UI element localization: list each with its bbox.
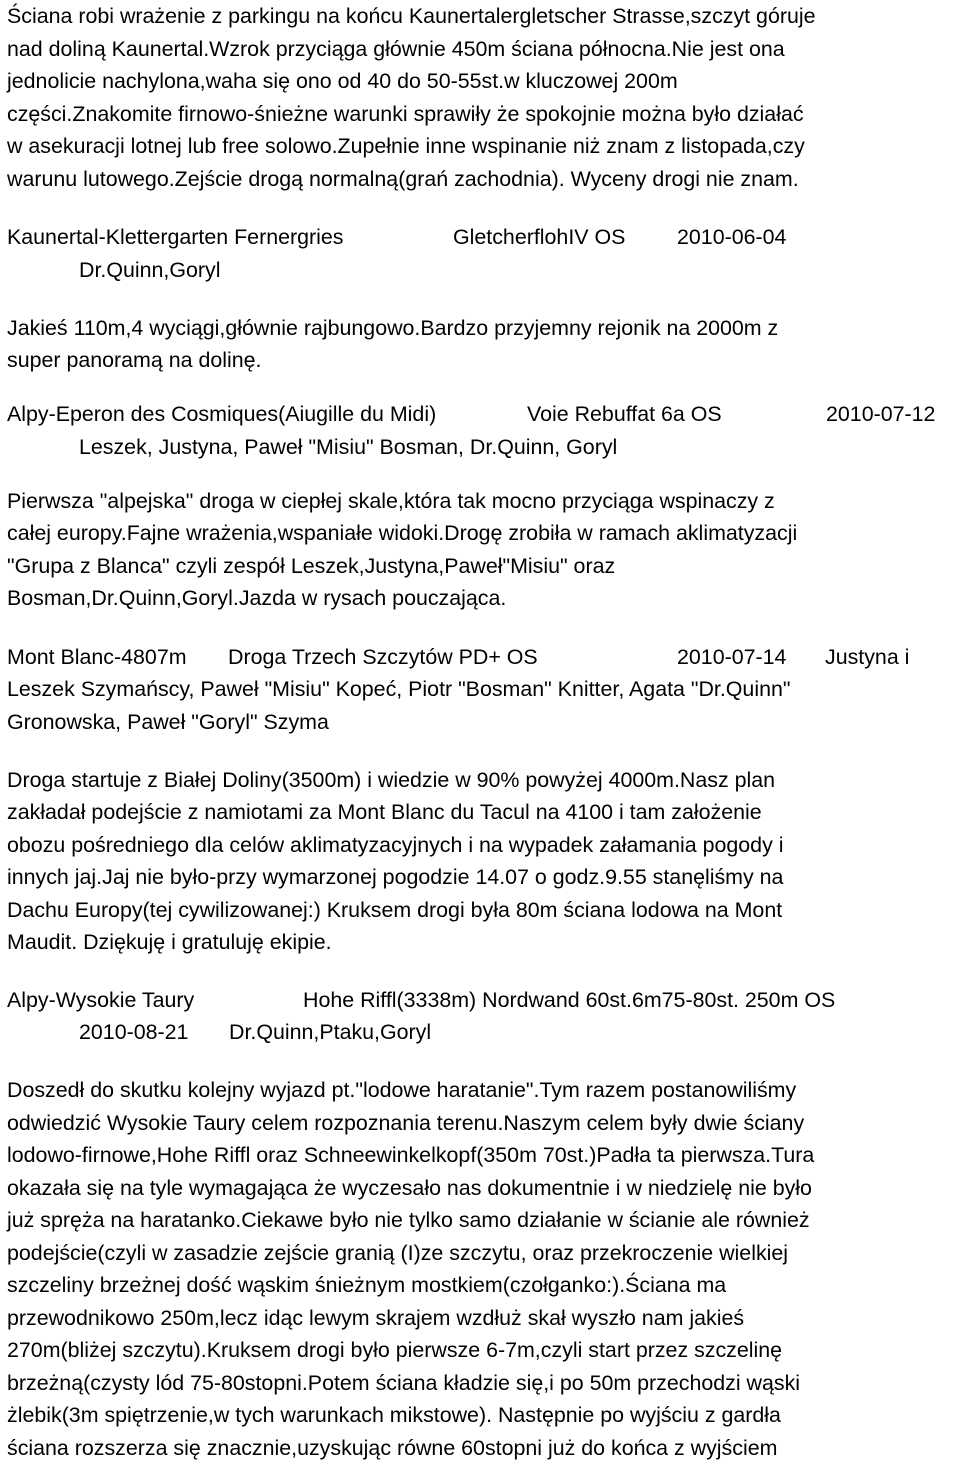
- climb-route: Voie Rebuffat 6a OS: [527, 402, 722, 426]
- paragraph-line: w asekuracji lotnej lub free solowo.Zupełnie inne wspinanie niż znam z listopada,czy: [7, 134, 805, 158]
- paragraph-line: Ściana robi wrażenie z parkingu na końcu Kaunertalergletscher Strasse,szczyt góruje: [7, 4, 816, 28]
- paragraph-line: zakładał podejście z namiotami za Mont Blanc du Tacul na 4100 i tam założenie: [7, 800, 762, 824]
- paragraph-line: "Grupa z Blanca" czyli zespół Leszek,Justyna,Paweł"Misiu" oraz: [7, 554, 616, 578]
- paragraph-line: szczeliny brzeżnej dość wąskim śnieżnym mostkiem(czołganko:).Ściana ma: [7, 1273, 727, 1297]
- paragraph-line: brzeżną(czysty lód 75-80stopni.Potem ściana kładzie się,i po 50m przechodzi wąski: [7, 1371, 801, 1395]
- climb-team: Leszek Szymańscy, Paweł "Misiu" Kopeć, Piotr "Bosman" Knitter, Agata "Dr.Quinn": [7, 677, 791, 701]
- paragraph-line: Jakieś 110m,4 wyciągi,głównie rajbungowo.Bardzo przyjemny rejonik na 2000m z: [7, 316, 779, 340]
- paragraph-line: podejście(czyli w zasadzie zejście granią (I)ze szczytu, oraz przekroczenie wielkiej: [7, 1241, 789, 1265]
- climb-team: Leszek, Justyna, Paweł "Misiu" Bosman, Dr.Quinn, Goryl: [79, 435, 618, 459]
- climb-route: GletcherflohIV OS: [453, 225, 626, 249]
- paragraph-line: Bosman,Dr.Quinn,Goryl.Jazda w rysach pouczająca.: [7, 586, 507, 610]
- climb-date: 2010-07-14: [677, 645, 787, 669]
- climb-team: Gronowska, Paweł "Goryl" Szyma: [7, 710, 329, 734]
- paragraph-line: już spręża na haratanko.Ciekawe było nie tylko samo działanie w ścianie ale również: [7, 1208, 810, 1232]
- paragraph-line: Doszedł do skutku kolejny wyjazd pt."lodowe haratanie".Tym razem postanowiliśmy: [7, 1078, 797, 1102]
- paragraph-line: innych jaj.Jaj nie było-przy wymarzonej pogodzie 14.07 o godz.9.55 stanęliśmy na: [7, 865, 784, 889]
- paragraph-line: żlebik(3m spiętrzenie,w tych warunkach mikstowe). Następnie po wyjściu z gardła: [7, 1403, 781, 1427]
- climb-route: Hohe Riffl(3338m) Nordwand 60st.6m75-80st. 250m OS: [303, 988, 836, 1012]
- climb-route: Droga Trzech Szczytów PD+ OS: [228, 645, 538, 669]
- climb-date: 2010-06-04: [677, 225, 787, 249]
- paragraph-line: Dachu Europy(tej cywilizowanej:) Kruksem drogi była 80m ściana lodowa na Mont: [7, 898, 783, 922]
- climb-area: Alpy-Eperon des Cosmiques(Aiugille du Midi): [7, 402, 437, 426]
- climb-team: Justyna i: [825, 645, 910, 669]
- climb-date: 2010-07-12: [826, 402, 936, 426]
- paragraph-line: całej europy.Fajne wrażenia,wspaniałe widoki.Drogę zrobiła w ramach aklimatyzacji: [7, 521, 798, 545]
- climb-area: Kaunertal-Klettergarten Fernergries: [7, 225, 344, 249]
- climb-team: Dr.Quinn,Ptaku,Goryl: [229, 1020, 432, 1044]
- climb-team: Dr.Quinn,Goryl: [79, 258, 221, 282]
- paragraph-line: obozu pośredniego dla celów aklimatyzacyjnych i na wypadek załamania pogody i: [7, 833, 784, 857]
- paragraph-line: super panoramą na dolinę.: [7, 348, 262, 372]
- climb-area: Mont Blanc-4807m: [7, 645, 187, 669]
- paragraph-line: części.Znakomite firnowo-śnieżne warunki sprawiły że spokojnie można było działać: [7, 102, 804, 126]
- paragraph-line: lodowo-firnowe,Hohe Riffl oraz Schneewinkelkopf(350m 70st.)Padła ta pierwsza.Tura: [7, 1143, 815, 1167]
- paragraph-line: Pierwsza "alpejska" droga w ciepłej skale,która tak mocno przyciąga wspinaczy z: [7, 489, 775, 513]
- climb-date: 2010-08-21: [79, 1020, 189, 1044]
- paragraph-line: Maudit. Dziękuję i gratuluję ekipie.: [7, 930, 332, 954]
- paragraph-line: nad doliną Kaunertal.Wzrok przyciąga głównie 450m ściana północna.Nie jest ona: [7, 37, 785, 61]
- paragraph-line: Droga startuje z Białej Doliny(3500m) i wiedzie w 90% powyżej 4000m.Nasz plan: [7, 768, 776, 792]
- paragraph-line: ściana rozszerza się znacznie,uzyskując równe 60stopni już do końca z wyjściem: [7, 1436, 778, 1460]
- paragraph-line: jednolicie nachylona,waha się ono od 40 do 50-55st.w kluczowej 200m: [7, 69, 678, 93]
- climb-area: Alpy-Wysokie Taury: [7, 988, 195, 1012]
- paragraph-line: odwiedzić Wysokie Taury celem rozpoznania terenu.Naszym celem były dwie ściany: [7, 1111, 805, 1135]
- paragraph-line: warunu lutowego.Zejście drogą normalną(grań zachodnia). Wyceny drogi nie znam.: [7, 167, 799, 191]
- paragraph-line: okazała się na tyle wymagająca że wyczesało nas dokumentnie i w niedzielę nie było: [7, 1176, 812, 1200]
- paragraph-line: przewodnikowo 250m,lecz idąc lewym skrajem wzdłuż skał wyszło nam jakieś: [7, 1306, 745, 1330]
- paragraph-line: 270m(bliżej szczytu).Kruksem drogi było pierwsze 6-7m,czyli start przez szczelinę: [7, 1338, 783, 1362]
